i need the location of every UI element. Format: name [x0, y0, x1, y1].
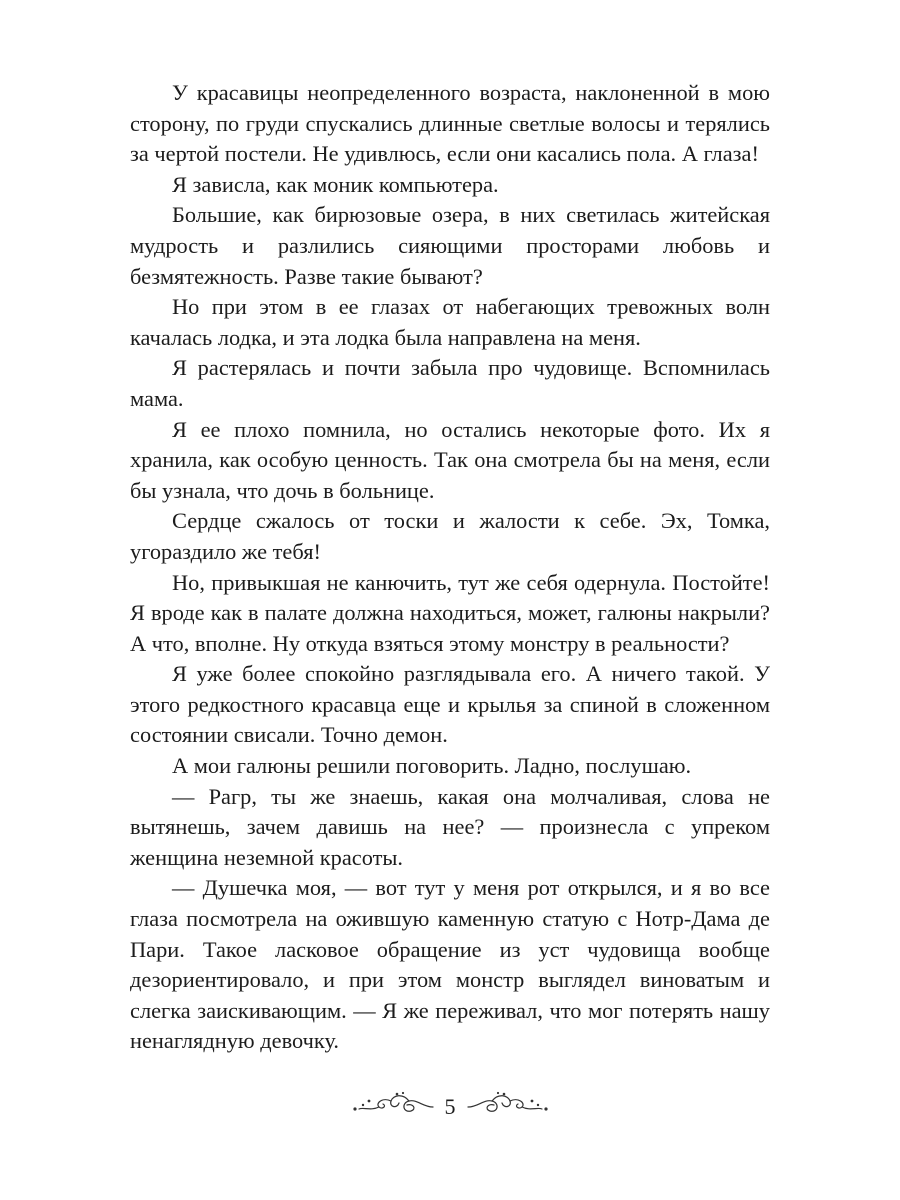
paragraph-11: — Рагр, ты же знаешь, какая она молчаливая, слова не вытянешь, зачем давишь на нее? — произнесла с упреком женщина неземной красоты. — [130, 783, 770, 870]
paragraph-3: Большие, как бирюзовые озера, в них светилась житейская мудрость и разлились сияющими просторами любовь и безмятежность. Разве такие бывают? — [130, 202, 770, 289]
page-footer — [0, 1084, 900, 1124]
paragraph-10: А мои галюны решили поговорить. Ладно, послушаю. — [172, 753, 692, 779]
paragraph-6: Я ее плохо помнила, но остались некоторые фото. Их я хранила, как особую ценность. Так она смотрела бы на меня, если бы узнала, что дочь в больнице. — [130, 416, 770, 503]
paragraph-7: Сердце сжалось от тоски и жалости к себе. Эх, Томка, угораздило же тебя! — [130, 508, 770, 564]
page-body — [130, 78, 770, 1057]
paragraph-2: Я зависла, как моник компьютера. — [172, 171, 499, 197]
flourish-ornament-icon — [349, 1089, 435, 1119]
flourish-ornament-icon — [466, 1089, 552, 1119]
paragraph-1: У красавицы неопределенного возраста, наклоненной в мою сторону, по груди спускались длинные светлые волосы и терялись за чертой постели. Не удивлюсь, если они касались пола. А глаза! — [130, 80, 770, 167]
paragraph-9: Я уже более спокойно разглядывала его. А ничего такой. У этого редкостного красавца еще и крылья за спиной в сложенном состоянии свисали. Точно демон. — [130, 661, 770, 748]
paragraph-4: Но при этом в ее глазах от набегающих тревожных волн качалась лодка, и эта лодка была направлена на меня. — [130, 294, 770, 350]
paragraph-5: Я растерялась и почти забыла про чудовище. Вспомнилась мама. — [130, 355, 770, 411]
paragraph-8: Но, привыкшая не канючить, тут же себя одернула. Постойте! Я вроде как в палате должна находиться, может, галюны накрыли? А что, вполне. Ну откуда взяться этому монстру в реальности? — [130, 569, 770, 656]
page-number: 5 — [444, 1094, 456, 1119]
paragraph-12: — Душечка моя, — вот тут у меня рот открылся, и я во все глаза посмотрела на ожившую каменную статую с Нотр-Дама де Пари. Такое ласковое обращение из уст чудовища вообще дезориентировало, и при этом монстр выглядел виноватым и слегка заискивающим. — Я же переживал, что мог потерять нашу ненаглядную девочку. — [130, 875, 770, 1054]
